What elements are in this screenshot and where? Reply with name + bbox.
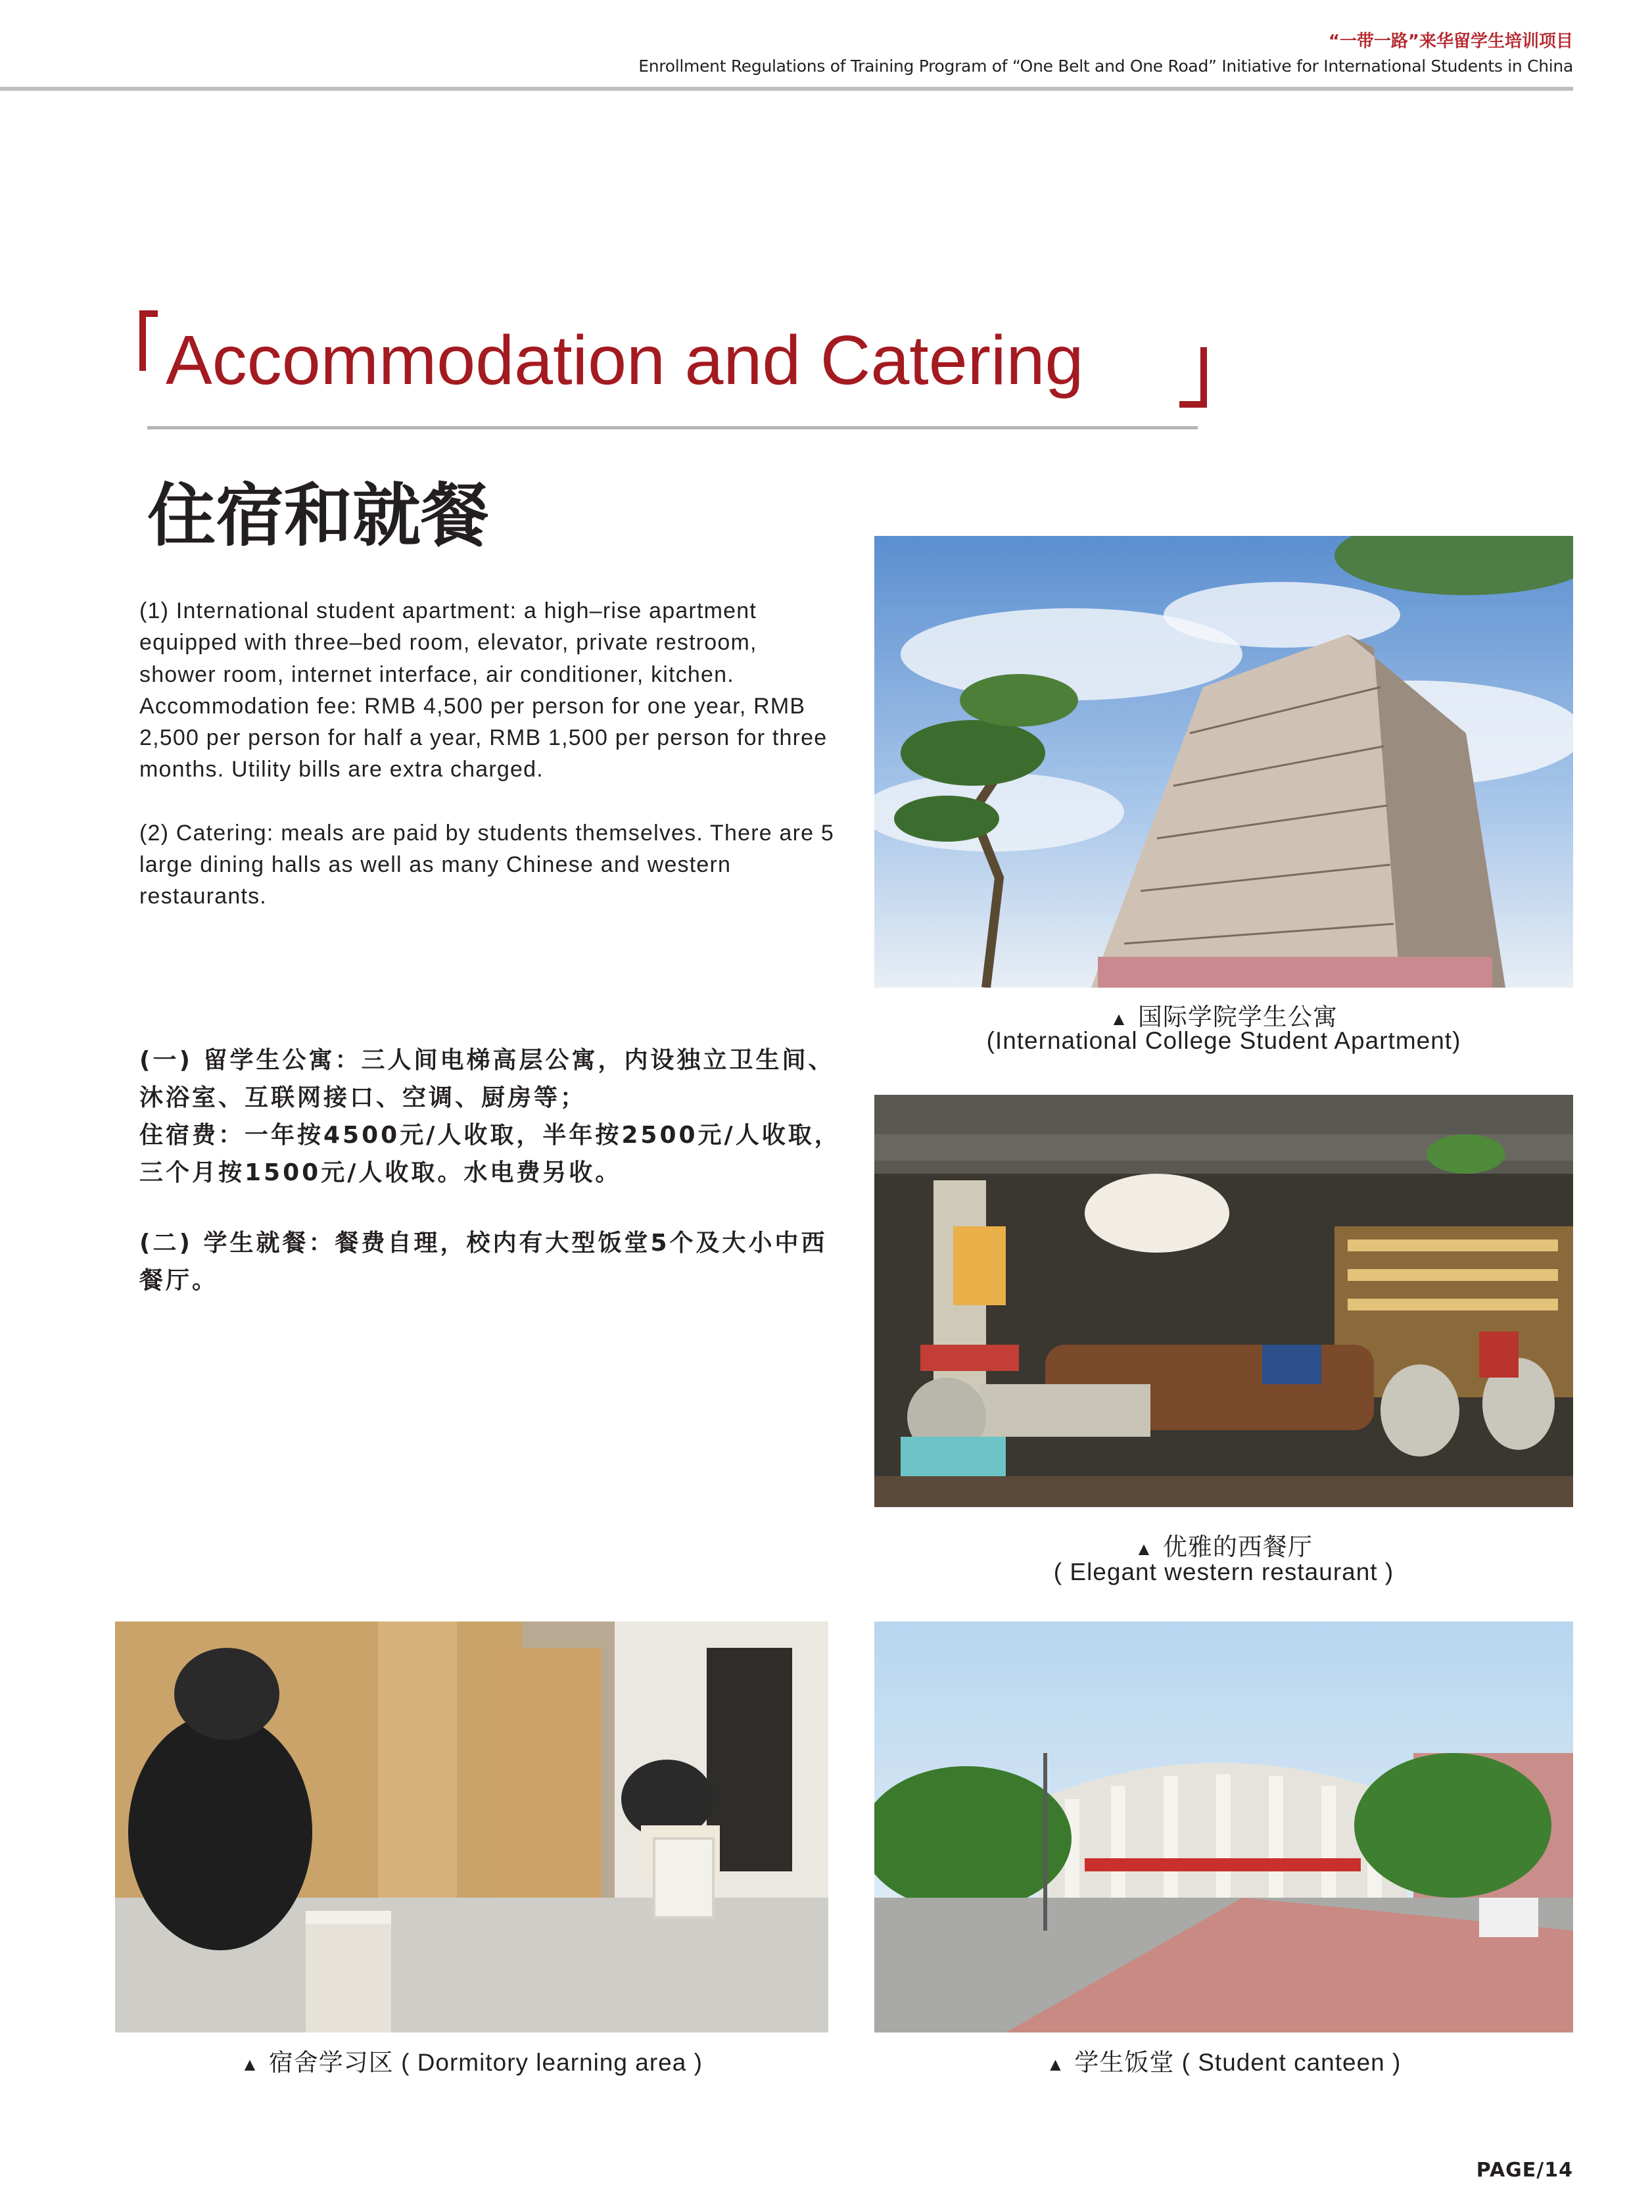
title-bracket-open — [139, 310, 146, 371]
caption-dormitory-text: 宿舍学习区 ( Dormitory learning area ) — [268, 2049, 703, 2076]
paragraph-fee-en: Accommodation fee: RMB 4,500 per person for one year, RMB 2,500 per person for half a year, RMB 1,500 per person for three months. Utility bills are extra charged. — [139, 693, 828, 782]
caption-restaurant-cn-text: 优雅的西餐厅 — [1162, 1533, 1313, 1560]
header-divider — [0, 87, 1573, 91]
caption-apartment-cn-text: 国际学院学生公寓 — [1137, 1003, 1338, 1030]
caption-restaurant-cn — [874, 1527, 1573, 1562]
caption-restaurant-en: ( Elegant western restaurant ) — [1053, 1558, 1394, 1585]
caption-dormitory — [115, 2042, 828, 2078]
title-bracket-close — [1200, 347, 1207, 408]
restaurant-photo — [874, 1095, 1573, 1507]
caption-marker-icon: ▲ — [1110, 1009, 1129, 1029]
paragraph-apartment-en: (1) International student apartment: a high–rise apartment equipped with three–bed room, elevator, private restroom, shower room, internet interface, air conditioner, kitchen. — [139, 598, 757, 687]
title-bracket-close-cap — [1179, 401, 1207, 408]
header-program-title-en: Enrollment Regulations of Training Program of “One Belt and One Road” Initiative for International Students in China — [638, 57, 1573, 76]
caption-marker-icon: ▲ — [1135, 1539, 1154, 1559]
paragraph-catering-cn: (二) 学生就餐：餐费自理，校内有大型饭堂5个及大小中西餐厅。 — [139, 1230, 828, 1294]
paragraph-fee-cn: 住宿费：一年按4500元/人收取，半年按2500元/人收取，三个月按1500元/人收取。水电费另收。 — [139, 1122, 841, 1186]
caption-marker-icon: ▲ — [241, 2054, 260, 2075]
title-divider — [147, 426, 1198, 429]
canteen-photo — [874, 1622, 1573, 2032]
body-text-en — [139, 595, 836, 913]
paragraph-catering-en: (2) Catering: meals are paid by students themselves. There are 5 large dining halls as well as many Chinese and western restaurants. — [139, 820, 834, 909]
apartment-photo — [874, 536, 1573, 988]
caption-marker-icon: ▲ — [1046, 2054, 1066, 2075]
dormitory-photo — [115, 1622, 828, 2032]
header-program-title-cn: “一带一路”来华留学生培训项目 — [1328, 32, 1573, 51]
page-number: PAGE/14 — [1476, 2159, 1573, 2182]
caption-apartment-en: (International College Student Apartment) — [986, 1027, 1461, 1054]
paragraph-apartment-cn: (一) 留学生公寓：三人间电梯高层公寓，内设独立卫生间、沐浴室、互联网接口、空调、厨房等； — [139, 1047, 835, 1111]
section-title-en: Accommodation and Catering — [166, 322, 1084, 399]
caption-canteen — [874, 2042, 1573, 2078]
body-text-cn — [139, 1042, 849, 1299]
title-bracket-open-cap — [139, 310, 158, 317]
caption-canteen-text: 学生饭堂 ( Student canteen ) — [1074, 2049, 1402, 2076]
section-title-cn: 住宿和就餐 — [147, 475, 490, 556]
